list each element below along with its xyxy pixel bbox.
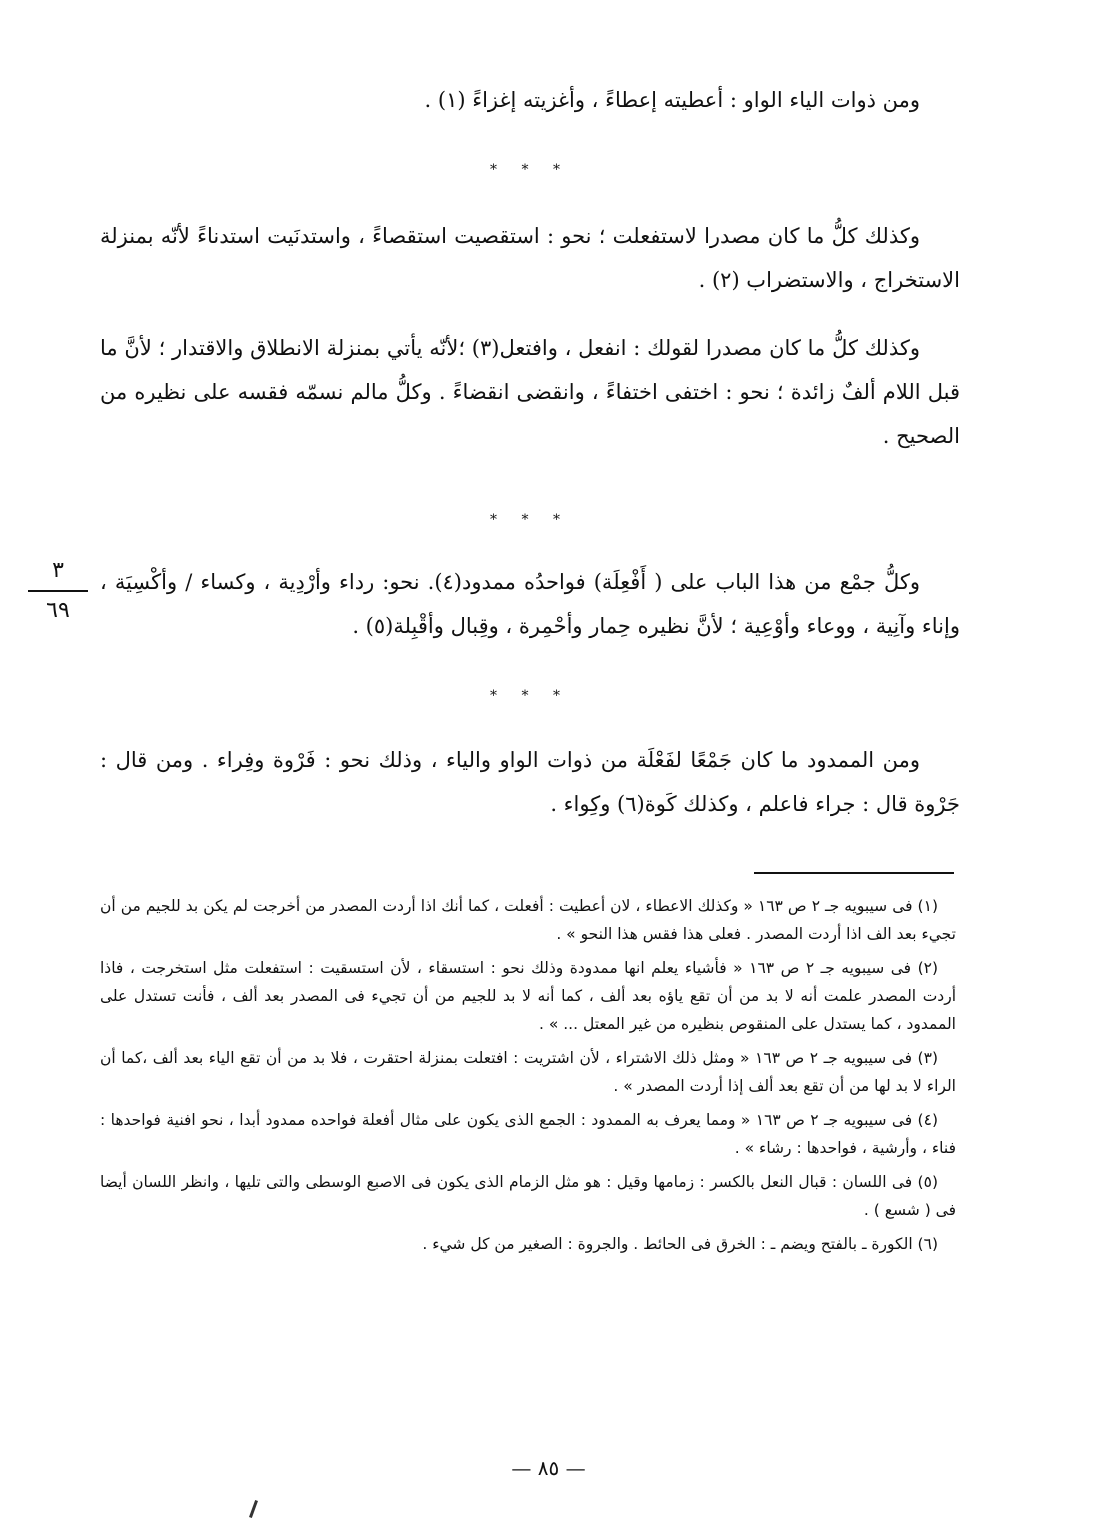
paragraph-2-block (100, 214, 960, 302)
paragraph-3: وكذلك كلُّ ما كان مصدرا لقولك : انفعل ، وافتعل(٣) ؛لأنّه يأتي بمنزلة الانطلاق والاقتدار ؛ لأنَّ ما قبل اللام ألفٌ زائدة ؛ نحو : اختفى اختفاءً ، وانقضى انقضاءً . وكلُّ مالم نسمّه فقسه على نظيره من الصحيح . (100, 336, 960, 448)
footnote-4: (٤) فى سيبويه جـ ٢ ص ١٦٣ « ومما يعرف به الممدود : الجمع الذى يكون على مثال أفعلة فواحده ممدود أبدا ، نحو افنية فواحدها : فناء ، وأرشية ، فواحدها : رشاء » . (100, 1111, 956, 1157)
footnote-1: (١) فى سيبويه جـ ٢ ص ١٦٣ « وكذلك الاعطاء ، لان أعطيت : أفعلت ، كما أنك اذا أردت المصدر من أخرجت لم يكن بد للجيم من أن تجيء بعد الف اذا أردت المصدر . فعلى هذا فقس هذا النحو » . (100, 897, 956, 943)
footnote-divider (754, 872, 954, 874)
section-separator-2: * * * (490, 512, 570, 528)
paragraph-1-block (100, 78, 960, 122)
margin-ref-top: ٣ (28, 556, 88, 592)
section-separator-3: * * * (490, 688, 570, 704)
section-separator-1: * * * (490, 162, 570, 178)
paragraph-1: ومن ذوات الياء الواو : أعطيته إعطاءً ، وأغزيته إغزاءً (١) . (424, 88, 920, 112)
footnote-3: (٣) فى سيبويه جـ ٢ ص ١٦٣ « ومثل ذلك الاشتراء ، لأن اشتريت : افتعلت بمنزلة احتقرت ، فلا بد من أن تقع الياء بعد ألف ،كما أن الراء لا بد لها من أن تقع بعد ألف إذا أردت المصدر » . (100, 1049, 956, 1095)
paragraph-4: وكلُّ جمْع من هذا الباب على ( أَفْعِلَة) فواحدُه ممدود(٤). نحو: رداء وأرْدِية ، وكساء / وأكْسِيَة ، وإناء وآنِية ، ووعاء وأوْعِية ؛ لأنَّ نظيره حِمار وأحْمِرة ، وقِبال وأقْبِلة(٥) . (100, 570, 960, 638)
footnote-5: (٥) فى اللسان : قبال النعل بالكسر : زمامها وقيل : هو مثل الزمام الذى يكون فى الاصبع الوسطى والتى تليها ، وانظر اللسان أيضا فى ( شسع ) . (100, 1173, 956, 1219)
footnotes (100, 892, 956, 1264)
scan-mark (249, 1500, 258, 1518)
paragraph-4-block (100, 560, 960, 648)
footnote-2: (٢) فى سيبويه جـ ٢ ص ١٦٣ « فأشياء يعلم انها ممدودة وذلك نحو : استسقاء ، لأن استسقيت : استفعلت مثل استخرجت ، فاذا أردت المصدر علمت أنه لا بد من أن تقع ياؤه بعد ألف ، كما أنه لا بد للجيم من أن تجيء فى المصدر بعد ألف ، فأنت تستدل على الممدود ، كما يستدل على المنقوص بنظيره من غير المعتل ... » . (100, 959, 956, 1033)
paragraph-2: وكذلك كلُّ ما كان مصدرا لاستفعلت ؛ نحو : استقصيت استقصاءً ، واستدنَيت استدناءً لأنّه بمنزلة الاستخراج ، والاستضراب (٢) . (100, 224, 960, 292)
paragraph-5: ومن الممدود ما كان جَمْعًا لفَعْلَة من ذوات الواو والياء ، وذلك نحو : فَرْوة وفِراء . ومن قال : جَرْوة قال : جراء فاعلم ، وكذلك كَوة(٦) وكِواء . (100, 748, 960, 816)
margin-ref-bottom: ٦٩ (46, 598, 70, 623)
paragraph-5-block (100, 738, 960, 826)
page-number: — ٨٥ — (511, 1456, 586, 1480)
footnote-6: (٦) الكورة ـ بالفتح ويضم ـ : الخرق فى الحائط . والجروة : الصغير من كل شيء . (422, 1235, 938, 1253)
margin-page-reference (28, 556, 88, 626)
paragraph-3-block (100, 326, 960, 458)
